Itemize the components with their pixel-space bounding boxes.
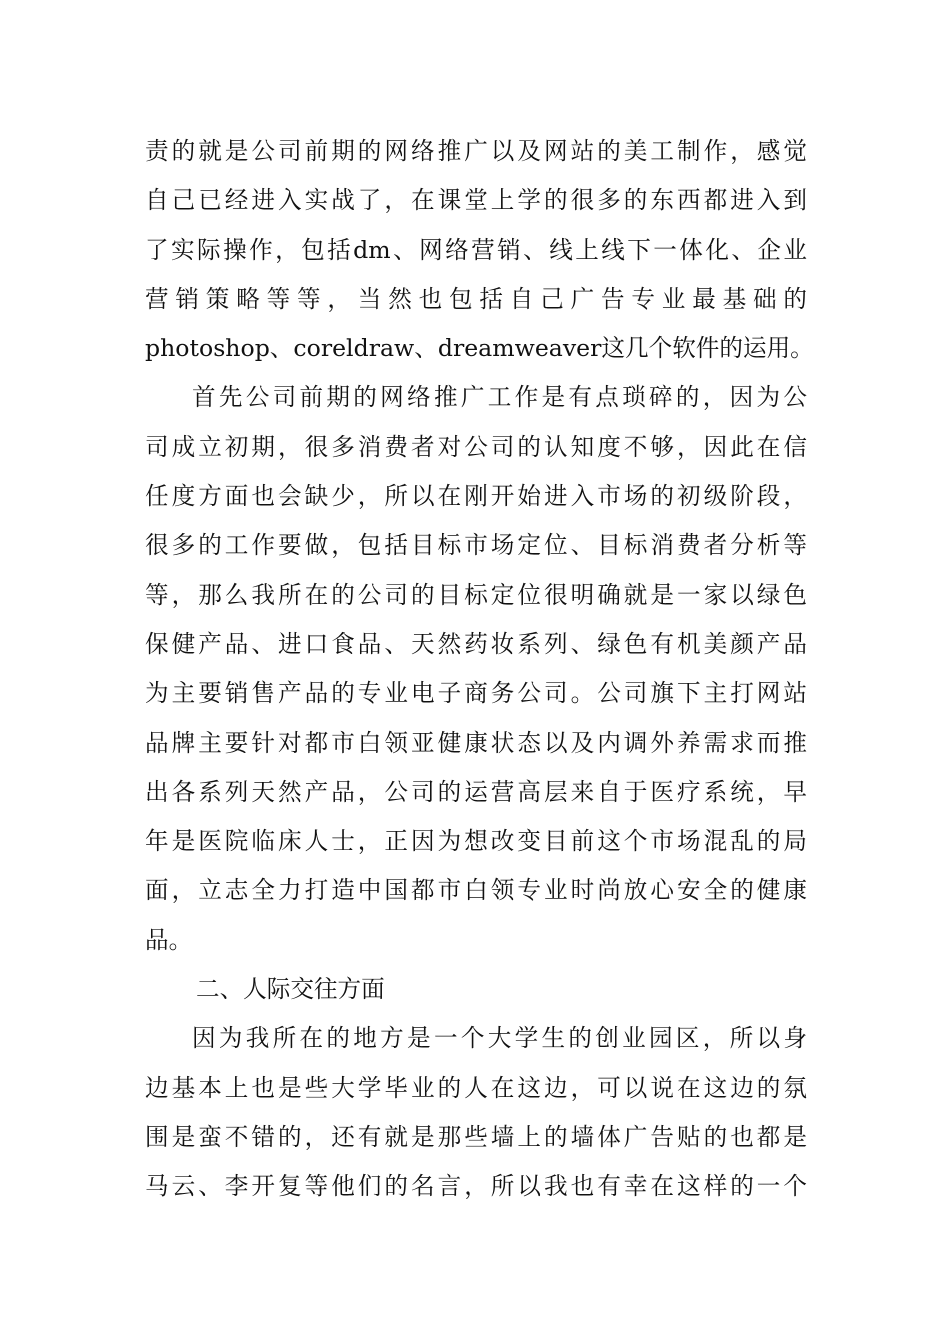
section-heading-interpersonal [145,965,807,1014]
text-line: 了实际操作，包括dm、网络营销、线上线下一体化、企业 [145,235,807,264]
document-body [145,127,814,1212]
text-line: 自己已经进入实战了，在课堂上学的很多的东西都进入到 [145,186,807,215]
text-line: 首先公司前期的网络推广工作是有点琐碎的，因为公 [192,383,807,412]
text-line: 司成立初期，很多消费者对公司的认知度不够，因此在信 [145,432,807,461]
text-line: 品。 [145,925,193,954]
text-line: 保健产品、进口食品、天然药妆系列、绿色有机美颜产品 [145,629,807,658]
text-line: 马云、李开复等他们的名言，所以我也有幸在这样的一个 [145,1172,807,1201]
text-line: 很多的工作要做，包括目标市场定位、目标消费者分析等 [145,531,807,560]
text-line: photoshop、coreldraw、dreamweaver这几个软件的运用。 [145,334,814,363]
paragraph-startup-park [145,1014,807,1211]
text-line: 等，那么我所在的公司的目标定位很明确就是一家以绿色 [145,580,807,609]
paragraph-internship-role [145,127,814,373]
text-line: 任度方面也会缺少，所以在刚开始进入市场的初级阶段， [145,482,807,511]
text-line: 因为我所在的地方是一个大学生的创业园区，所以身 [192,1024,807,1053]
text-line: 责的就是公司前期的网络推广以及网站的美工制作，感觉 [145,137,807,165]
text-line: 出各系列天然产品，公司的运营高层来自于医疗系统，早 [145,777,807,806]
paragraph-network-promotion [145,373,807,965]
text-line: 面，立志全力打造中国都市白领专业时尚放心安全的健康 [145,876,807,905]
text-line: 品牌主要针对都市白领亚健康状态以及内调外养需求而推 [145,728,807,757]
text-line: 为主要销售产品的专业电子商务公司。公司旗下主打网站 [145,679,807,708]
text-line: 围是蛮不错的，还有就是那些墙上的墙体广告贴的也都是 [145,1122,807,1151]
text-line: 边基本上也是些大学毕业的人在这边，可以说在这边的氛 [145,1073,807,1102]
text-line: 营销策略等等，当然也包括自己广告专业最基础的 [145,284,807,313]
text-line: 年是医院临床人士，正因为想改变目前这个市场混乱的局 [145,827,807,856]
section-heading: 二、人际交往方面 [196,975,385,1004]
